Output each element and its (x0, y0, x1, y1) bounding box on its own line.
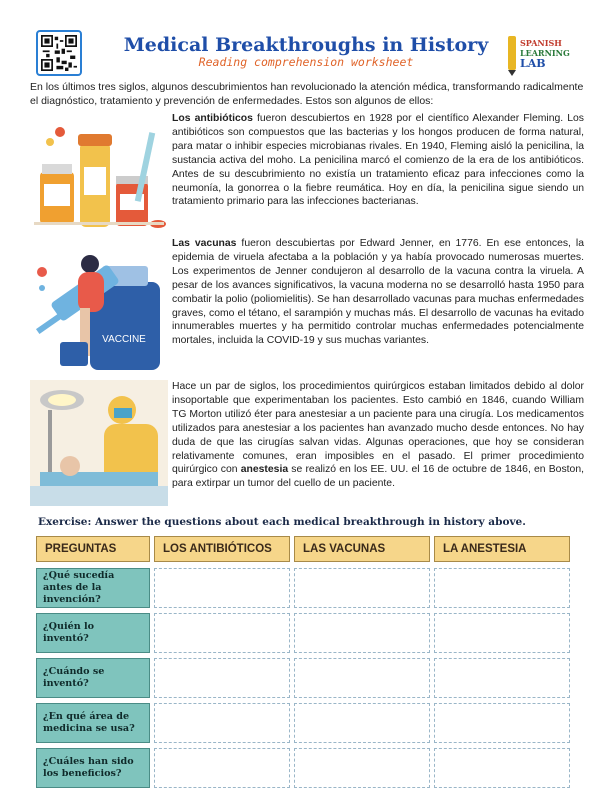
answer-cell[interactable] (434, 658, 570, 698)
answer-cell[interactable] (294, 748, 430, 788)
answer-cell[interactable] (434, 748, 570, 788)
pencil-icon (508, 36, 516, 70)
table-row (36, 568, 576, 608)
table-header-row (36, 536, 576, 562)
antibiotics-text: fueron descubiertos en 1928 por el científico Alexander Fleming. Los antibióticos son compuestos que las bacterias y los hongos producen de forma natural, para matar o inhibir especies microbianas rivales. En 1940, Fleming aisló la penicilina, la sustancia activa del moho. La penicilina marcó el comienzo de la era de los antibióticos. Antes de su descubrimiento no existía un tratamiento eficaz para infecciones como la neumonía, la gonorrea o la fiebre reumática. Hoy en día, la penicilina sigue siendo un tratamiento primario para las infecciones bacterianas. (172, 113, 585, 208)
antibiotics-heading: Los antibióticos (172, 113, 253, 124)
table-row (36, 658, 576, 698)
surgery-illustration (30, 380, 168, 506)
answer-cell[interactable] (294, 703, 430, 743)
table-row (36, 703, 576, 743)
page-title: Medical Breakthroughs in History (123, 34, 489, 56)
answer-cell[interactable] (434, 568, 570, 608)
question-cell: ¿En qué área de medicina se usa? (36, 703, 150, 743)
answer-cell[interactable] (434, 613, 570, 653)
logo-word-2: LEARNING (520, 48, 570, 58)
vaccine-illustration (30, 242, 168, 374)
exercise-instructions: Exercise: Answer the questions about each medical breakthrough in history above. (38, 516, 526, 528)
answer-cell[interactable] (434, 703, 570, 743)
answer-cell[interactable] (154, 658, 290, 698)
question-cell: ¿Qué sucedía antes de la invención? (36, 568, 150, 608)
header-preguntas: PREGUNTAS (36, 536, 150, 562)
answer-cell[interactable] (154, 568, 290, 608)
page-subtitle: Reading comprehension worksheet (198, 55, 414, 69)
header-anestesia: LA ANESTESIA (434, 536, 570, 562)
table-row (36, 613, 576, 653)
answer-cell[interactable] (294, 568, 430, 608)
anesthesia-keyword: anestesia (240, 464, 289, 476)
table-row (36, 748, 576, 788)
anesthesia-text-b: se realizó en los EE. UU. el 16 de octubre de 1846, en Boston, para extirpar un tumor del cuello de un paciente. (172, 464, 584, 490)
answer-cell[interactable] (154, 703, 290, 743)
header-antibioticos: LOS ANTIBIÓTICOS (154, 536, 290, 562)
vaccines-heading: Las vacunas (172, 238, 237, 249)
anesthesia-text-a: Hace un par de siglos, los procedimientos quirúrgicos estaban limitados debido al dolor insoportable que experimentaban los pacientes. Esto cambió en 1846, cuando William TG Morton utilizó éter para anestesiar a un paciente para una cirugía. Los medicamentos utilizados para anestesiar a los pacientes han avanzado mucho desde entonces. No hay duda de que las cirugías salvan vidas. Algunas operaciones, que hoy se consideran relativamente comunes, eran imposibles en el pasado. El primer procedimiento quirúrgico con (172, 381, 584, 476)
spanish-learning-lab-logo (508, 36, 582, 72)
logo-word-3: LAB (520, 57, 546, 70)
answer-table (36, 536, 576, 793)
answer-cell[interactable] (294, 658, 430, 698)
antibiotics-section (172, 112, 584, 209)
question-cell: ¿Quién lo inventó? (36, 613, 150, 653)
antibiotics-illustration (30, 112, 168, 237)
question-cell: ¿Cuáles han sido los beneficios? (36, 748, 150, 788)
answer-cell[interactable] (154, 748, 290, 788)
logo-word-1: SPANISH (520, 38, 562, 48)
vaccine-label: VACCINE (102, 334, 146, 345)
vaccines-text: fueron descubiertas por Edward Jenner, en 1776. En ese entonces, la epidemia de viruela afectaba a la población y ya había provocado numerosas muertes. Los experimentos de Jenner condujeron al desarrollo de la vacuna contra la viruela. A pesar de los avances significativos, la vacuna moderna no se desarrolló hasta 1950 para combatir la polio (poliomielitis). Se han desarrollado vacunas para muchas enfermedades graves, como el tétano, el sarampión y muchas más. El desarrollo de vacunas ha evitado innumerables muertes y ha permitido controlar muchas enfermedades potencialmente mortales, incluida la COVID-19 y sus muchas variantes. (172, 238, 584, 347)
answer-cell[interactable] (154, 613, 290, 653)
anesthesia-section (172, 380, 584, 491)
vaccines-section (172, 237, 584, 348)
intro-paragraph: En los últimos tres siglos, algunos descubrimientos han revolucionado la atención médica, transformando radicalmente el diagnóstico, tratamiento y prevención de enfermedades. Estos son algunos de ellos: (30, 81, 584, 107)
question-cell: ¿Cuándo se inventó? (36, 658, 150, 698)
header-vacunas: LAS VACUNAS (294, 536, 430, 562)
answer-cell[interactable] (294, 613, 430, 653)
